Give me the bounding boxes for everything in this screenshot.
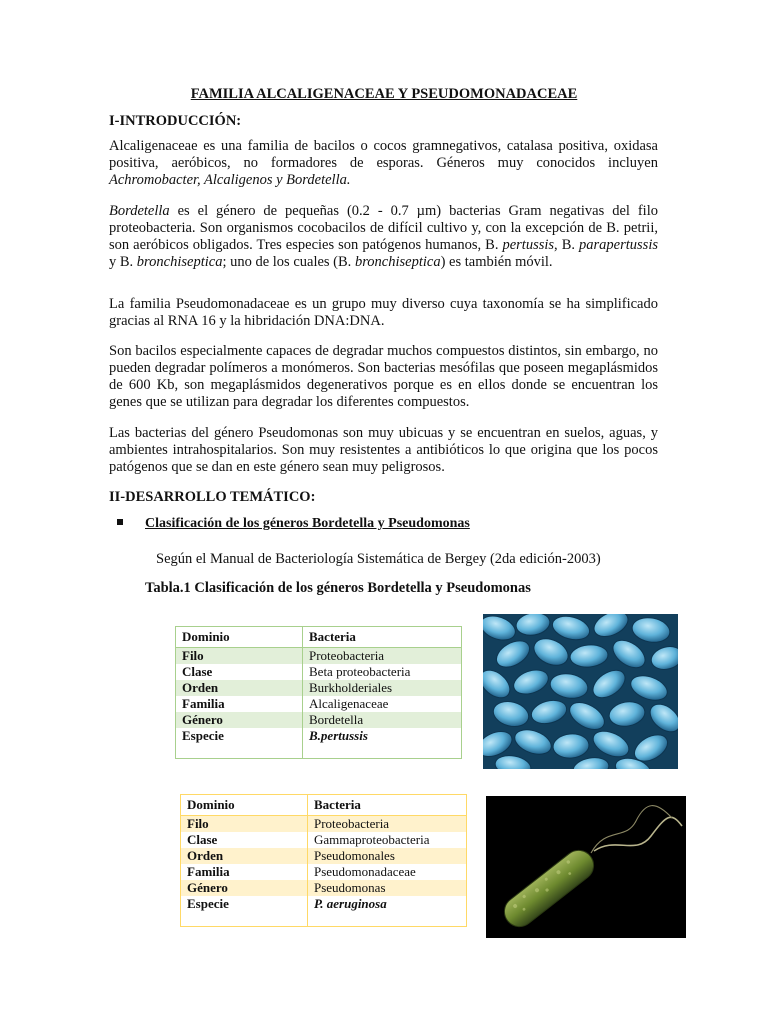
document-title: FAMILIA ALCALIGENACEAE Y PSEUDOMONADACEAE xyxy=(190,86,578,102)
italic-bordetella: Bordetella xyxy=(109,203,170,219)
table-cell: Clase xyxy=(187,832,218,847)
paragraph-pseudomonas: Las bacterias del género Pseudomonas son muy ubicuas y se encuentran en suelos, aguas, y ambientes intrahospitalarios. Son muy resistentes a antibióticos lo que origina que los pocos patógenos que se dan en este género sean muy peligrosos. xyxy=(109,425,658,475)
paragraph-text: Alcaligenaceae es una familia de bacilos o cocos gramnegativos, catalasa positiva, oxidasa positiva, aeróbicos, no formadores de esporas. Géneros muy conocidos incluyen xyxy=(109,138,658,171)
paragraph-pseudomonadaceae: La familia Pseudomonadaceae es un grupo muy diverso cuya taxonomía se ha simplificado gracias al RNA 16 y la hibridación DNA:DNA. xyxy=(109,296,658,329)
bullet-square-icon xyxy=(117,519,123,525)
table-cell: Filo xyxy=(181,816,308,833)
paragraph-italic: Achromobacter, Alcaligenos y Bordetella. xyxy=(109,172,351,188)
table-row xyxy=(181,880,467,896)
table-cell: Género xyxy=(176,712,303,728)
table-row xyxy=(181,864,467,880)
table-cell: Bordetella xyxy=(303,712,462,728)
table-bordetella xyxy=(175,626,462,759)
italic-bronchiseptica: bronchiseptica xyxy=(136,254,223,270)
table-row xyxy=(176,680,462,696)
paragraph-text: ; uno de los cuales (B. xyxy=(222,254,355,270)
italic-bronchiseptica-2: bronchiseptica xyxy=(354,254,441,270)
paragraph-text: , B. xyxy=(554,237,580,253)
table-row xyxy=(181,896,467,927)
table-row xyxy=(181,832,467,848)
paragraph-text: y B. xyxy=(109,254,137,270)
pseudomonas-bacterium-icon xyxy=(486,796,686,938)
table-cell: Familia xyxy=(182,696,225,711)
table-cell: Clase xyxy=(182,664,213,679)
table-cell: Proteobacteria xyxy=(303,648,462,665)
table-cell: Alcaligenaceae xyxy=(303,696,462,712)
table-caption: Tabla.1 Clasificación de los géneros Bordetella y Pseudomonas xyxy=(145,580,531,596)
bordetella-micrograph-icon xyxy=(483,614,678,769)
table-pseudomonas xyxy=(180,794,467,927)
table-cell: Especie xyxy=(182,728,224,743)
paragraph-text: es el género de pequeñas (0.2 - 0.7 µm) bacterias Gram negativas del filo proteobacteria. Son organismos cocobacilos de difícil cultivo y, con la excepción de B. petrii, son aeróbicos obligados. Tres especies son patógenos humanos, B. xyxy=(109,203,658,253)
table-cell: Bacteria xyxy=(308,795,467,816)
table-cell: Género xyxy=(181,880,308,896)
table-row xyxy=(176,712,462,728)
table-row xyxy=(181,848,467,864)
paragraph-bacilos: Son bacilos especialmente capaces de degradar muchos compuestos distintos, sin embargo, no pueden degradar polímeros a monómeros. Son bacterias mesófilas que poseen megaplásmidos de 600 Kb, son megaplásmidos degenerativos porque es en ellos donde se encuentran los genes que se utilizan para degradar los diferentes compuestos. xyxy=(109,343,658,410)
table-cell: Dominio xyxy=(176,627,303,648)
table-cell: Especie xyxy=(187,896,229,911)
table-cell: Pseudomonadaceae xyxy=(308,864,467,880)
table-row xyxy=(181,816,467,833)
table-cell: Orden xyxy=(176,680,303,696)
table-cell: Orden xyxy=(181,848,308,864)
table-cell: Familia xyxy=(187,864,230,879)
italic-pertussis: pertussis xyxy=(502,237,555,253)
table-cell: Bacteria xyxy=(303,627,462,648)
paragraph-bordetella xyxy=(109,203,658,271)
table-cell: Proteobacteria xyxy=(308,816,467,833)
table-row xyxy=(176,648,462,665)
table-cell: Burkholderiales xyxy=(303,680,462,696)
table-cell: Dominio xyxy=(181,795,308,816)
table-row xyxy=(176,664,462,680)
table-cell: Filo xyxy=(176,648,303,665)
heading-introduccion: I-INTRODUCCIÓN: xyxy=(109,113,242,129)
bullet-text: Clasificación de los géneros Bordetella y Pseudomonas xyxy=(145,516,470,531)
table-cell: Pseudomonas xyxy=(308,880,467,896)
table-cell: B.pertussis xyxy=(303,728,462,759)
table-row xyxy=(176,696,462,712)
bordetella-micrograph-image xyxy=(483,614,678,769)
table-row xyxy=(181,795,467,816)
table-row xyxy=(176,728,462,759)
italic-parapertussis: parapertussis xyxy=(579,237,658,253)
pseudomonas-illustration-image xyxy=(486,796,686,938)
table-row xyxy=(176,627,462,648)
heading-desarrollo: II-DESARROLLO TEMÁTICO: xyxy=(109,489,316,505)
bullet-item xyxy=(117,516,470,532)
table-cell: P. aeruginosa xyxy=(308,896,467,927)
table-cell: Beta proteobacteria xyxy=(303,664,462,680)
paragraph-text: ) es también móvil. xyxy=(440,254,553,270)
table-cell: Gammaproteobacteria xyxy=(308,832,467,848)
bergey-reference: Según el Manual de Bacteriología Sistemática de Bergey (2da edición-2003) xyxy=(156,551,601,567)
paragraph-alcaligenaceae xyxy=(109,138,658,189)
table-cell: Pseudomonales xyxy=(308,848,467,864)
